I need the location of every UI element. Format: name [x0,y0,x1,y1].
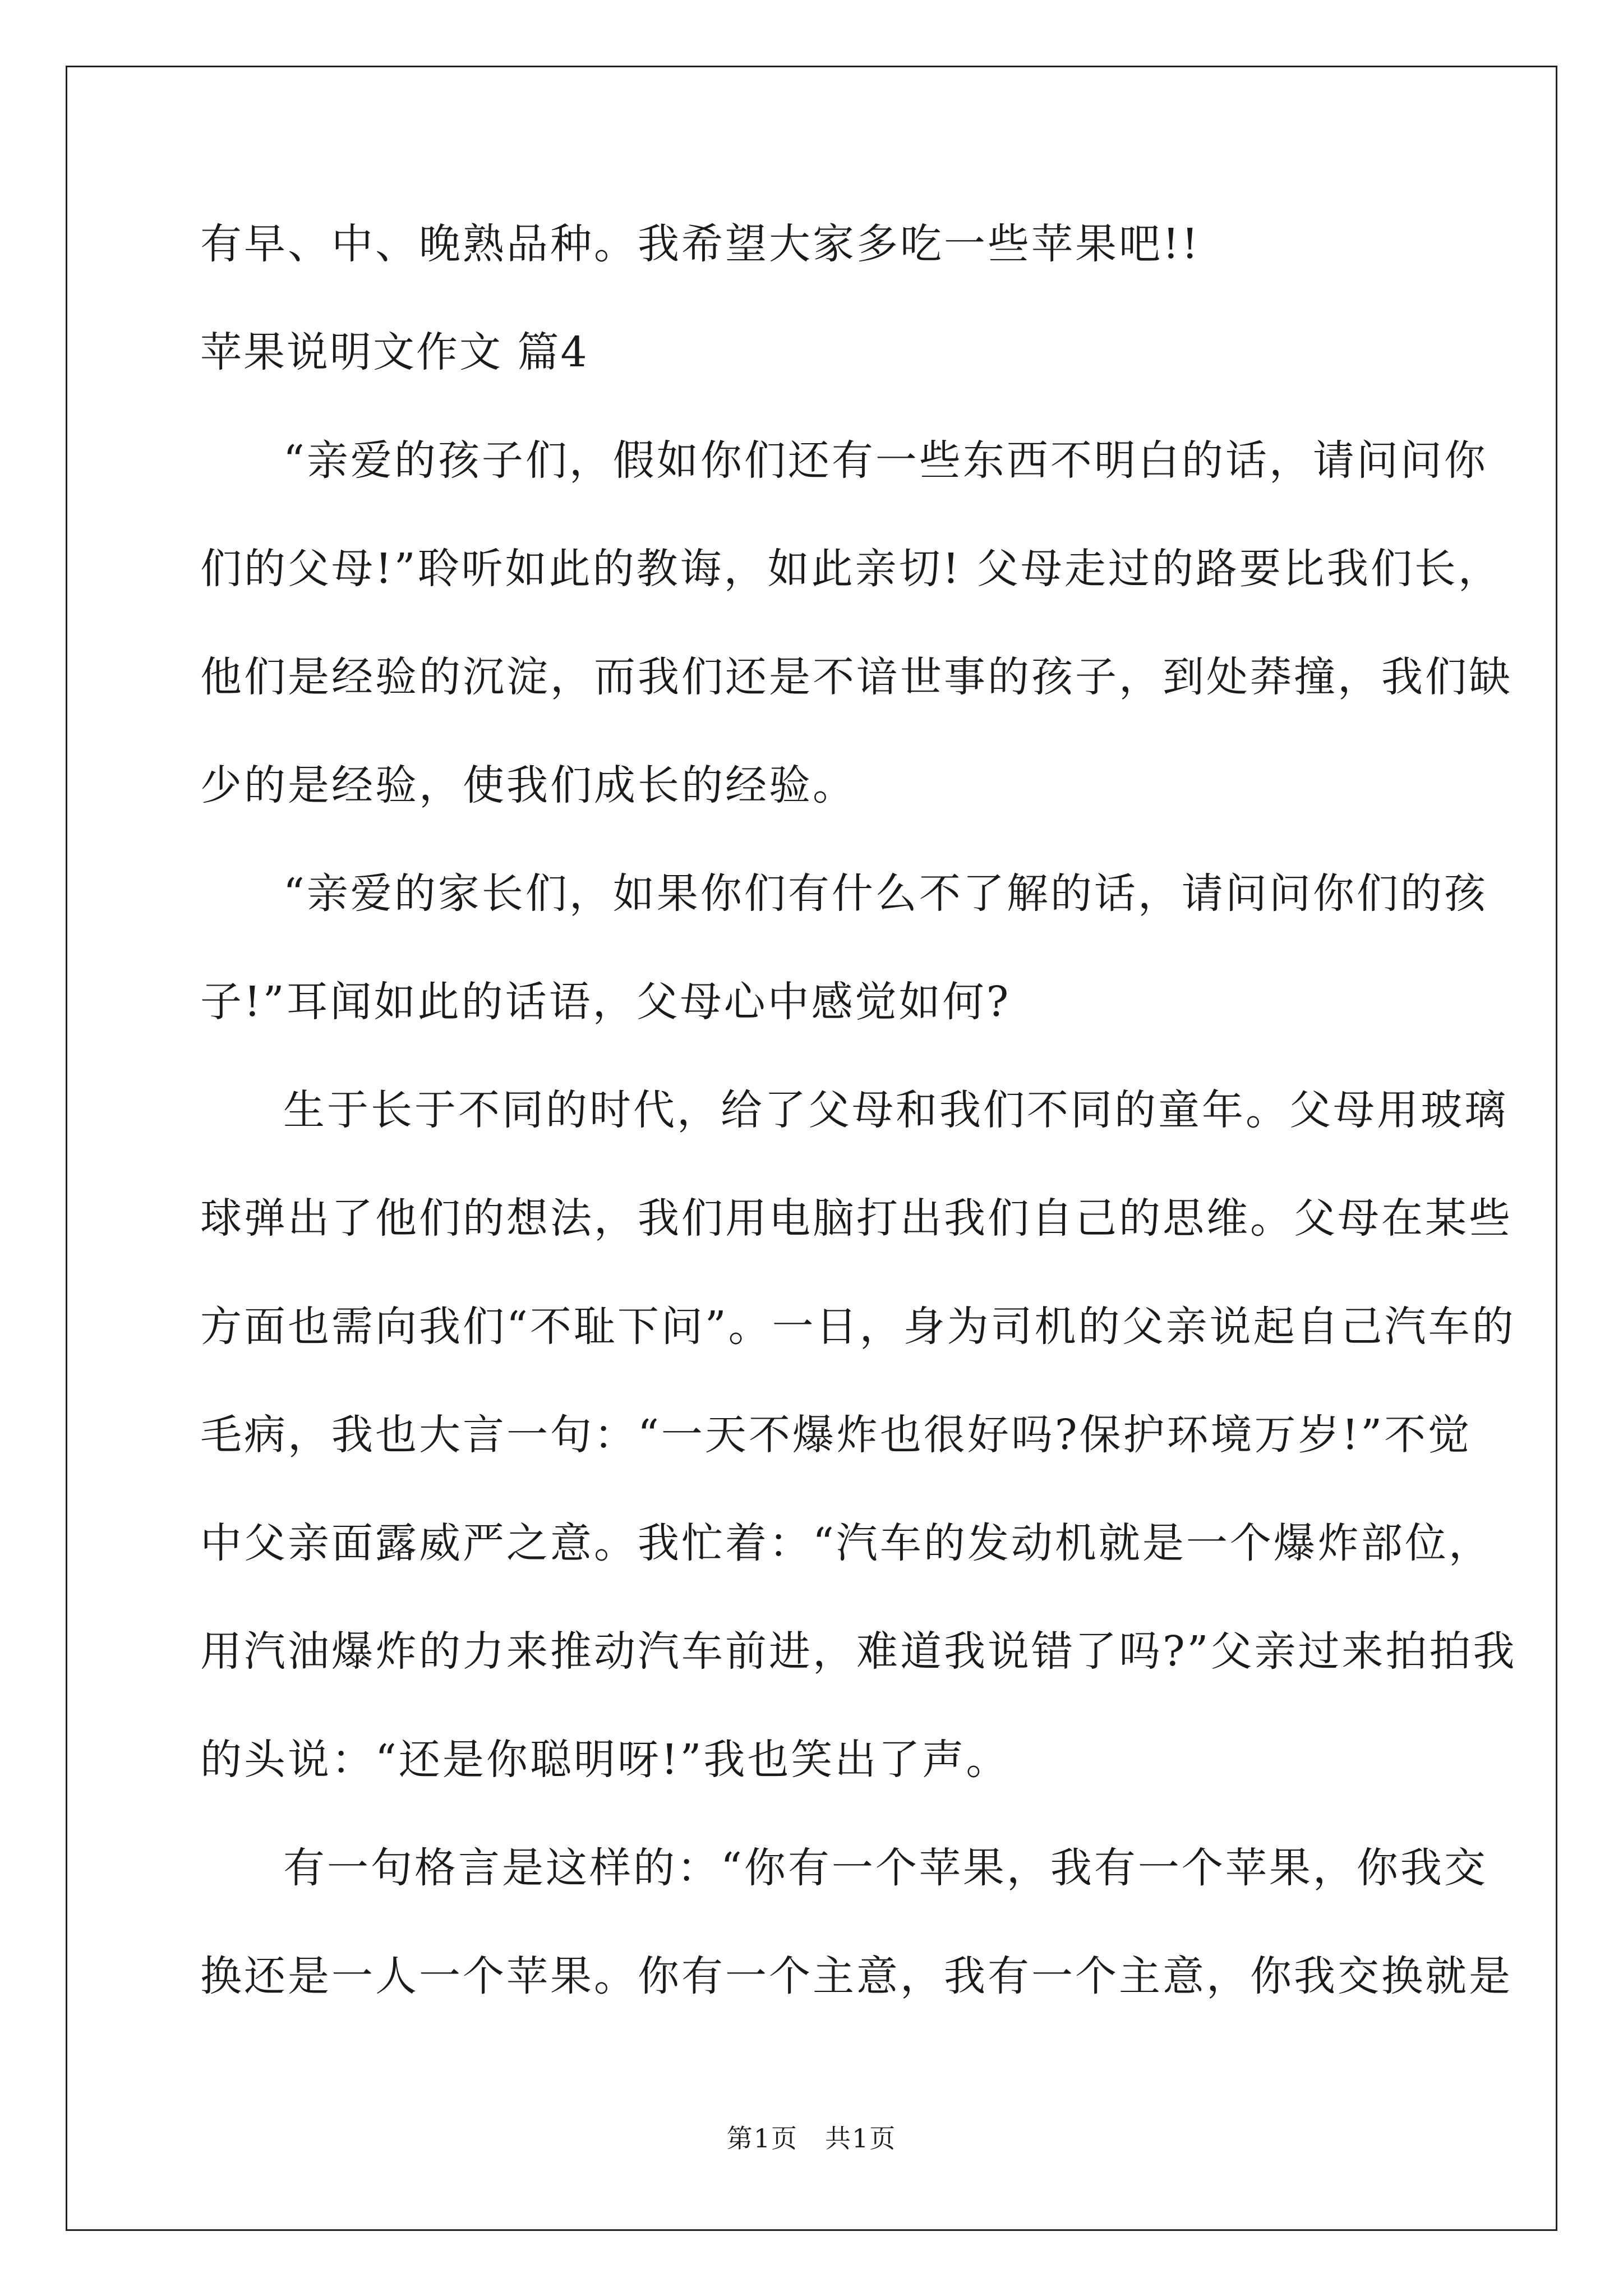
body-line: 他们是经验的沉淀，而我们还是不谙世事的孩子，到处莽撞，我们缺 [200,653,1513,701]
body-line: 球弹出了他们的想法，我们用电脑打出我们自己的思维。父母在某些 [200,1194,1513,1243]
body-line: 少的是经验，使我们成长的经验。 [200,761,856,809]
body-line: 有早、中、晚熟品种。我希望大家多吃一些苹果吧!! [200,220,1201,268]
paragraph-first-line: “亲爱的家长们，如果你们有什么不了解的话，请问问你们的孩 [283,869,1488,918]
body-line: 用汽油爆炸的力来推动汽车前进，难道我说错了吗?”父亲过来拍拍我 [200,1627,1517,1676]
paragraph-first-line: “亲爱的孩子们，假如你们还有一些东西不明白的话，请问问你 [283,436,1488,485]
paragraph-first-line: 生于长于不同的时代，给了父母和我们不同的童年。父母用玻璃 [283,1086,1508,1134]
body-line: 换还是一人一个苹果。你有一个主意，我有一个主意，你我交换就是 [200,1952,1513,2000]
paragraph-first-line: 有一句格言是这样的：“你有一个苹果，我有一个苹果，你我交 [283,1844,1488,1892]
body-line: 方面也需向我们“不耻下问”。一日，身为司机的父亲说起自己汽车的 [200,1303,1516,1351]
page-number-footer: 第1页 共1页 [726,2123,897,2154]
body-line: 子!”耳闻如此的话语，父母心中感觉如何? [200,978,1011,1026]
body-line: 们的父母!”聆听如此的教诲，如此亲切! 父母走过的路要比我们长， [200,545,1502,593]
section-heading: 苹果说明文作文 篇4 [200,328,589,376]
body-line: 毛病，我也大言一句：“一天不爆炸也很好吗?保护环境万岁!”不觉 [200,1411,1472,1459]
body-line: 中父亲面露威严之意。我忙着：“汽车的发动机就是一个爆炸部位， [200,1519,1492,1567]
document-body [200,220,1517,2062]
body-line: 的头说：“还是你聪明呀!”我也笑出了声。 [200,1736,1010,1784]
